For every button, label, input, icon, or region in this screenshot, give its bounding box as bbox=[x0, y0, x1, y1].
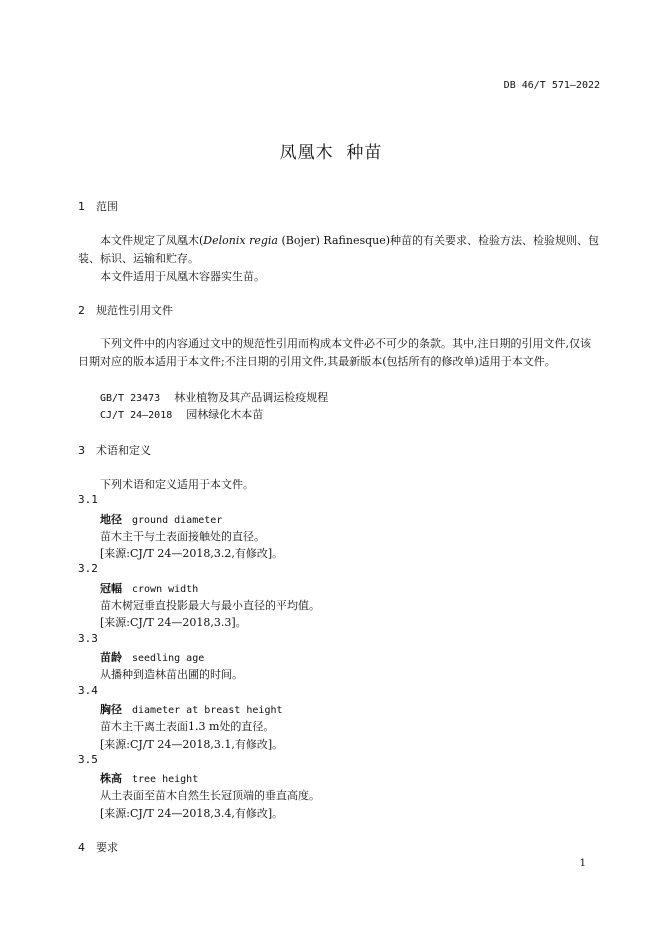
term-source: [来源:CJ/T 24—2018,3.4,有修改]。 bbox=[100, 807, 284, 820]
term-heading bbox=[100, 580, 198, 596]
term-definition: 苗木主干离土表面1.3 m处的直径。 bbox=[100, 720, 275, 733]
document-code: DB 46/T 571—2022 bbox=[503, 80, 600, 91]
term-definition: 从土表面至苗木自然生长冠顶端的垂直高度。 bbox=[100, 789, 320, 802]
section-heading-scope bbox=[78, 198, 118, 214]
section-title: 术语和定义 bbox=[96, 444, 151, 457]
page-title: 凤凰木 种苗 bbox=[279, 143, 383, 163]
term-number: 3.1 bbox=[78, 493, 98, 506]
term-heading bbox=[100, 511, 222, 527]
term-source: [来源:CJ/T 24—2018,3.1,有修改]。 bbox=[100, 738, 284, 751]
term-heading bbox=[100, 770, 198, 786]
section-heading-normative bbox=[78, 302, 173, 318]
section-title: 要求 bbox=[96, 841, 118, 854]
reference-item bbox=[100, 389, 328, 405]
reference-code: CJ/T 24—2018 bbox=[100, 410, 173, 421]
term-number: 3.4 bbox=[78, 684, 98, 697]
terms-intro: 下列术语和定义适用于本文件。 bbox=[100, 478, 254, 491]
section-title: 规范性引用文件 bbox=[96, 304, 173, 317]
term-zh: 苗龄 bbox=[100, 651, 122, 664]
section-number: 3 bbox=[78, 444, 85, 457]
reference-item bbox=[100, 406, 263, 422]
scope-paragraph bbox=[78, 232, 600, 268]
reference-title: 林业植物及其产品调运检疫规程 bbox=[174, 391, 329, 404]
scope-applicability: 本文件适用于凤凰木容器实生苗。 bbox=[100, 270, 265, 283]
term-en: tree height bbox=[132, 774, 199, 785]
term-definition: 苗木主干与土表面接触处的直径。 bbox=[100, 530, 265, 543]
page-number: 1 bbox=[579, 858, 586, 869]
term-definition: 从播种到造林苗出圃的时间。 bbox=[100, 668, 243, 681]
term-definition: 苗木树冠垂直投影最大与最小直径的平均值。 bbox=[100, 599, 320, 612]
scope-text-1: 本文件规定了凤凰木( bbox=[100, 234, 204, 247]
section-number: 1 bbox=[78, 200, 85, 213]
term-source: [来源:CJ/T 24—2018,3.2,有修改]。 bbox=[100, 547, 284, 560]
reference-code: GB/T 23473 bbox=[100, 393, 161, 404]
term-en: diameter at breast height bbox=[132, 705, 283, 716]
term-zh: 株高 bbox=[100, 772, 122, 785]
section-heading-terms bbox=[78, 442, 151, 458]
scope-text-2: (Bojer) Rafinesque)种苗的有关要求、检验方法、检验规则、包装、标识、运输和贮存。 bbox=[78, 234, 600, 265]
term-number: 3.3 bbox=[78, 632, 98, 645]
term-zh: 冠幅 bbox=[100, 582, 122, 595]
scope-species-italic: Delonix regia bbox=[203, 234, 278, 247]
term-number: 3.2 bbox=[78, 562, 98, 575]
term-source: [来源:CJ/T 24—2018,3.3]。 bbox=[100, 616, 247, 629]
section-heading-requirements bbox=[78, 839, 118, 855]
reference-title: 园林绿化木本苗 bbox=[186, 408, 264, 421]
term-heading bbox=[100, 649, 204, 665]
term-en: ground diameter bbox=[132, 515, 223, 526]
term-zh: 胸径 bbox=[100, 703, 122, 716]
term-number: 3.5 bbox=[78, 753, 98, 766]
section-number: 4 bbox=[78, 841, 85, 854]
term-zh: 地径 bbox=[100, 513, 122, 526]
section-number: 2 bbox=[78, 304, 85, 317]
normative-paragraph: 下列文件中的内容通过文中的规范性引用而构成本文件必不可少的条款。其中,注日期的引用文件,仅该日期对应的版本适用于本文件;不注日期的引用文件,其最新版本(包括所有的修改单)适用于本文件。 bbox=[78, 337, 591, 368]
section-title: 范围 bbox=[96, 200, 118, 213]
term-heading bbox=[100, 701, 283, 717]
term-en: seedling age bbox=[132, 653, 205, 664]
term-en: crown width bbox=[132, 584, 199, 595]
